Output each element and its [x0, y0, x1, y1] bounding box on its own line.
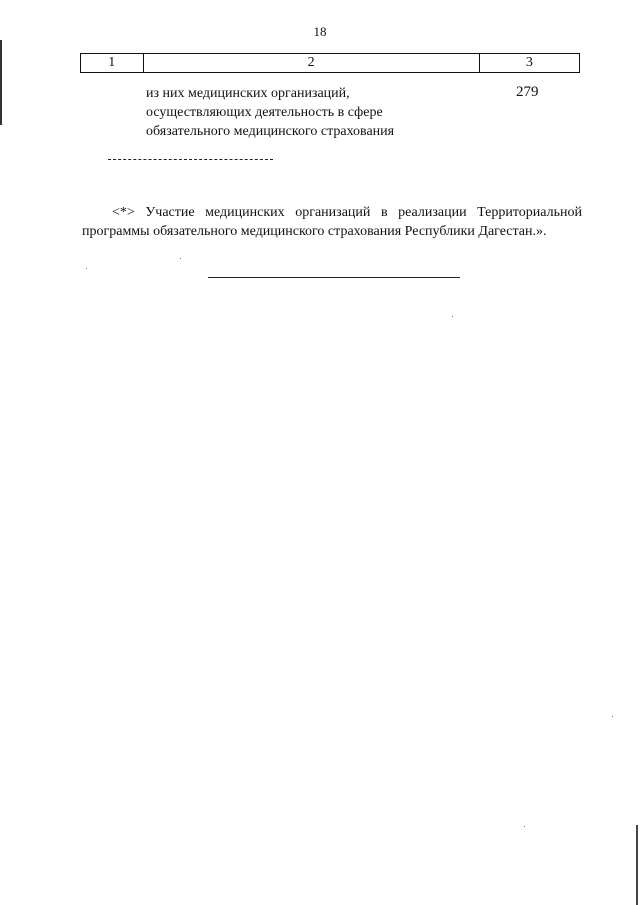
- table-header-cell-2: 2: [143, 54, 479, 72]
- table-header-row: [80, 53, 580, 73]
- scan-speck: [452, 316, 453, 317]
- scan-speck: [180, 258, 181, 259]
- footnote-separator: [108, 159, 273, 160]
- table-row-line: осуществляющих деятельность в сфере: [146, 105, 383, 120]
- table-row-line: обязательного медицинского страхования: [146, 124, 395, 139]
- table-row-line: из них медицинских организаций,: [146, 86, 350, 101]
- page-number: 18: [313, 24, 327, 39]
- scan-edge-mark: [636, 825, 638, 905]
- scan-speck: [86, 268, 87, 269]
- table-header-cell-1: 1: [80, 54, 143, 72]
- scan-speck: [612, 716, 613, 717]
- scan-speck: [524, 826, 525, 827]
- table-header-cell-3: 3: [479, 54, 580, 72]
- scan-edge-mark: [0, 40, 2, 125]
- footnote-text: <*> Участие медицинских организаций в реализации Территориальной программы обязательного медицинского страхования Республики Дагестан.».: [82, 205, 582, 239]
- end-of-document-line: [208, 277, 460, 278]
- table-row-description: [146, 84, 466, 141]
- table-row-value: 279: [516, 84, 539, 100]
